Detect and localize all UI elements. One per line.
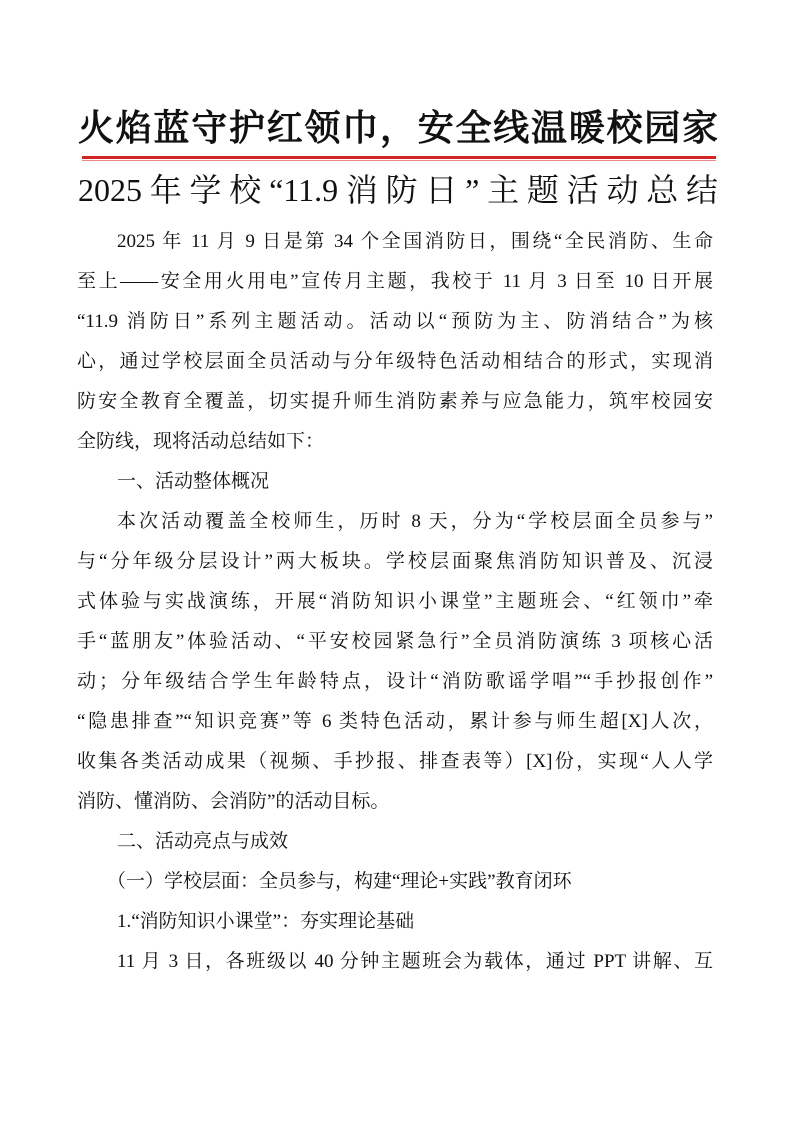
paragraph-overview-line: 手“蓝朋友”体验活动、“平安校园紧急行”全员消防演练 3 项核心活	[77, 631, 713, 652]
red-divider-line-thin	[82, 160, 716, 161]
document-title: 火焰蓝守护红领巾，安全线温暖校园家	[78, 108, 718, 148]
document-subtitle: 2025年学校“11.9消防日”主题活动总结	[78, 172, 718, 208]
paragraph-overview-line: 动；分年级结合学生年龄特点，设计“消防歌谣学唱”“手抄报创作”	[77, 671, 713, 692]
paragraph-intro-line: “11.9 消防日”系列主题活动。活动以“预防为主、防消结合”为核	[77, 311, 713, 332]
paragraph-overview-line: 本次活动覆盖全校师生，历时 8 天，分为“学校层面全员参与”	[117, 511, 713, 532]
paragraph-intro-line: 防安全教育全覆盖，切实提升师生消防素养与应急能力，筑牢校园安	[77, 391, 713, 412]
document-body	[77, 222, 713, 982]
paragraph-intro-line: 至上——安全用火用电”宣传月主题，我校于 11 月 3 日至 10 日开展	[77, 271, 713, 292]
subsection-heading-school-level: （一）学校层面：全员参与，构建“理论+实践”教育闭环	[107, 871, 572, 892]
section-heading-highlights: 二、活动亮点与成效	[117, 831, 289, 852]
paragraph-overview-line: 消防、懂消防、会消防”的活动目标。	[77, 791, 390, 812]
paragraph-overview-line: 式体验与实战演练，开展“消防知识小课堂”主题班会、“红领巾”牵	[77, 591, 713, 612]
section-heading-overview: 一、活动整体概况	[117, 471, 270, 492]
paragraph-overview-line: 与“分年级分层设计”两大板块。学校层面聚焦消防知识普及、沉浸	[77, 551, 713, 572]
paragraph-intro-line: 全防线，现将活动总结如下：	[77, 431, 325, 452]
paragraph-class-line: 11 月 3 日，各班级以 40 分钟主题班会为载体，通过 PPT 讲解、互	[117, 951, 713, 972]
paragraph-overview-line: 收集各类活动成果（视频、手抄报、排查表等）[X]份，实现“人人学	[77, 751, 713, 772]
item-heading-knowledge-class: 1.“消防知识小课堂”：夯实理论基础	[117, 911, 415, 932]
paragraph-overview-line: “隐患排查”“知识竞赛”等 6 类特色活动，累计参与师生超[X]人次，	[77, 711, 713, 732]
paragraph-intro-line: 心，通过学校层面全员活动与分年级特色活动相结合的形式，实现消	[77, 351, 713, 372]
paragraph-intro-line: 2025 年 11 月 9 日是第 34 个全国消防日，围绕“全民消防、生命	[117, 231, 713, 252]
red-divider-line	[82, 156, 716, 159]
